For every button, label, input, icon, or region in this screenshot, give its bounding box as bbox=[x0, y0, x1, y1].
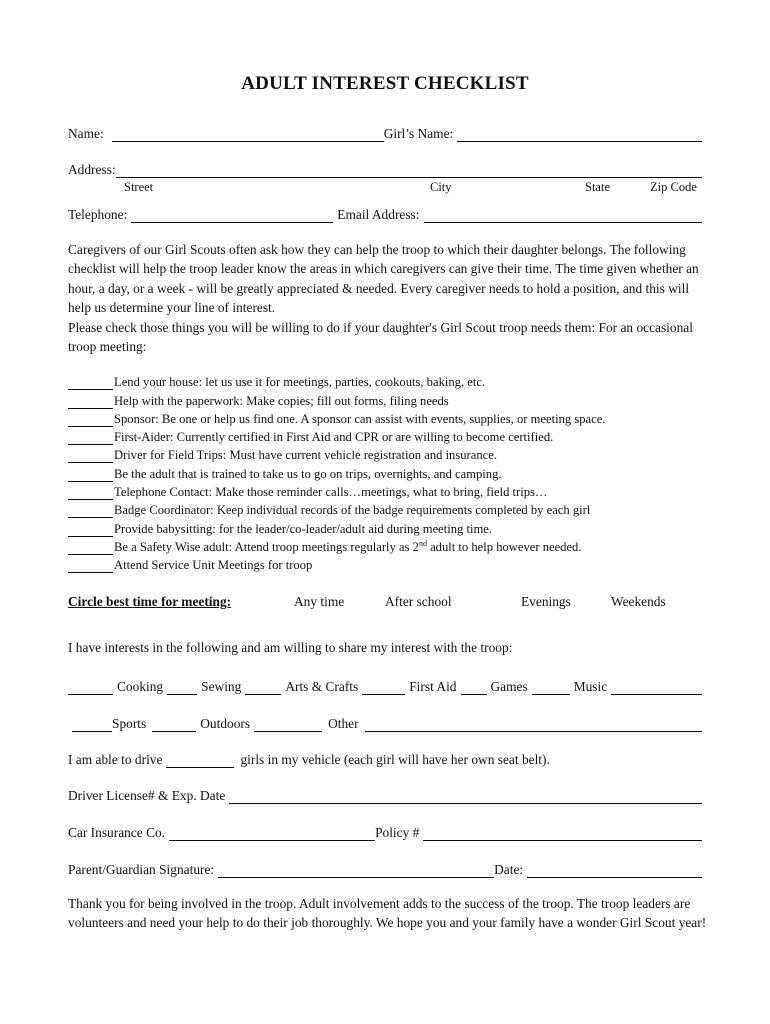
email-label: Email Address: bbox=[337, 207, 420, 222]
first-aid-label: First Aid bbox=[409, 679, 457, 694]
option-after-school[interactable]: After school bbox=[385, 594, 452, 609]
option-weekends[interactable]: Weekends bbox=[611, 594, 666, 609]
interests-row-2 bbox=[68, 714, 702, 732]
list-item bbox=[68, 500, 708, 518]
list-item bbox=[68, 409, 708, 427]
check-label: Sponsor: Be one or help us find one. A sponsor can assist with events, supplies, or meeting space. bbox=[114, 411, 606, 426]
interests-row-1 bbox=[68, 677, 702, 695]
meeting-time-row bbox=[68, 594, 708, 612]
name-field[interactable] bbox=[112, 127, 384, 142]
list-item bbox=[68, 555, 708, 573]
first-aid-blank[interactable] bbox=[362, 680, 405, 695]
check-blank[interactable] bbox=[68, 469, 113, 482]
girls-name-label: Girl’s Name: bbox=[383, 126, 454, 141]
check-blank[interactable] bbox=[68, 432, 113, 445]
check-label: Badge Coordinator: Keep individual records of the badge requirements completed by each girl bbox=[114, 503, 591, 518]
check-blank[interactable] bbox=[68, 487, 113, 500]
safety-ordinal: nd bbox=[418, 538, 427, 548]
drive-text-after: girls in my vehicle (each girl will have her own seat belt). bbox=[240, 752, 550, 767]
address-field[interactable] bbox=[116, 163, 702, 178]
date-field[interactable] bbox=[527, 863, 702, 878]
check-label: Telephone Contact: Make those reminder calls…meetings, what to bring, field trips… bbox=[114, 485, 548, 500]
car-insurance-label: Car Insurance Co. bbox=[68, 825, 166, 840]
signature-field[interactable] bbox=[218, 863, 494, 878]
email-field[interactable] bbox=[424, 208, 703, 223]
list-item bbox=[68, 482, 708, 500]
arts-crafts-label: Arts & Crafts bbox=[285, 679, 359, 694]
name-label: Name: bbox=[68, 126, 104, 141]
list-item bbox=[68, 427, 708, 445]
check-label: Be the adult that is trained to take us to go on trips, overnights, and camping. bbox=[114, 466, 502, 481]
driver-license-field[interactable] bbox=[229, 789, 702, 804]
instruction-text: Please check those things you will be willing to do if your daughter's Girl Scout troop needs them: For an occasional troop meeting: bbox=[68, 319, 693, 355]
check-label: Provide babysitting: for the leader/co-leader/adult aid during meeting time. bbox=[114, 521, 493, 536]
closing-paragraph: Thank you for being involved in the troop. Adult involvement adds to the success of the troop. The troop leaders are volunteers and need your help to do their job thoroughly. We hope you and your family have a wonder Girl Scout year! bbox=[68, 896, 707, 931]
policy-field[interactable] bbox=[423, 826, 702, 841]
check-label: Attend Service Unit Meetings for troop bbox=[114, 558, 313, 573]
cooking-label: Cooking bbox=[117, 679, 164, 694]
driver-license-label: Driver License# & Exp. Date bbox=[68, 788, 226, 803]
music-after-blank[interactable] bbox=[611, 680, 702, 695]
list-item bbox=[68, 537, 708, 555]
cooking-blank[interactable] bbox=[68, 680, 113, 695]
city-label: City bbox=[430, 180, 452, 194]
drive-text-before: I am able to drive bbox=[68, 752, 163, 767]
other-blank[interactable] bbox=[254, 717, 322, 732]
outdoors-blank[interactable] bbox=[152, 717, 196, 732]
page-title: ADULT INTEREST CHECKLIST bbox=[241, 73, 529, 94]
list-item bbox=[68, 518, 708, 536]
sewing-label: Sewing bbox=[201, 679, 242, 694]
games-blank[interactable] bbox=[461, 680, 487, 695]
music-label: Music bbox=[573, 679, 608, 694]
check-label bbox=[114, 539, 582, 555]
interests-intro: I have interests in the following and am willing to share my interest with the troop: bbox=[68, 640, 513, 655]
girls-count-field[interactable] bbox=[166, 753, 234, 768]
check-blank[interactable] bbox=[68, 414, 113, 427]
sewing-blank[interactable] bbox=[167, 680, 197, 695]
policy-label: Policy # bbox=[375, 825, 420, 840]
sports-label: Sports bbox=[112, 716, 147, 731]
sports-blank[interactable] bbox=[72, 717, 112, 732]
check-blank[interactable] bbox=[68, 542, 113, 555]
safety-text-before: Be a Safety Wise adult: Attend troop meetings regularly as 2 bbox=[114, 539, 419, 554]
signature-row bbox=[68, 860, 702, 878]
state-label: State bbox=[585, 180, 610, 194]
intro-text: Caregivers of our Girl Scouts often ask how they can help the troop to which their daughter belongs. The following checklist will help the troop leader know the areas in which caregivers can give their time. The time given whether an hour, a day, or a week - will be greatly appreciated & needed. Every caregiver needs to hold a position, and this will help us determine your line of interest. bbox=[68, 242, 699, 316]
arts-crafts-blank[interactable] bbox=[245, 680, 281, 695]
check-label: Help with the paperwork: Make copies; fill out forms, filing needs bbox=[114, 393, 449, 408]
girls-name-field[interactable] bbox=[457, 127, 702, 142]
safety-text-after: adult to help however needed. bbox=[426, 539, 582, 554]
check-blank[interactable] bbox=[68, 396, 113, 409]
option-evenings[interactable]: Evenings bbox=[521, 594, 571, 609]
telephone-field[interactable] bbox=[131, 208, 333, 223]
intro-paragraph bbox=[68, 240, 708, 356]
name-row bbox=[68, 124, 702, 142]
driver-license-row bbox=[68, 786, 702, 804]
check-blank[interactable] bbox=[68, 377, 113, 390]
list-item bbox=[68, 372, 708, 390]
games-label: Games bbox=[490, 679, 528, 694]
volunteer-checklist bbox=[68, 372, 708, 573]
check-blank[interactable] bbox=[68, 524, 113, 537]
list-item bbox=[68, 445, 708, 463]
check-label: Lend your house: let us use it for meetings, parties, cookouts, baking, etc. bbox=[114, 375, 486, 390]
driving-row bbox=[68, 750, 702, 768]
check-label: Driver for Field Trips: Must have current vehicle registration and insurance. bbox=[114, 448, 497, 463]
zip-code-label: Zip Code bbox=[650, 180, 697, 194]
telephone-row bbox=[68, 205, 702, 223]
car-insurance-field[interactable] bbox=[169, 826, 375, 841]
address-label: Address: bbox=[68, 162, 116, 177]
insurance-row bbox=[68, 823, 702, 841]
list-item bbox=[68, 390, 708, 408]
address-row bbox=[68, 160, 702, 178]
meeting-time-label: Circle best time for meeting: bbox=[68, 594, 232, 609]
check-label: First-Aider: Currently certified in First Aid and CPR or are willing to become certified. bbox=[114, 430, 554, 445]
option-any-time[interactable]: Any time bbox=[294, 594, 345, 609]
check-blank[interactable] bbox=[68, 505, 113, 518]
other-label: Other bbox=[328, 716, 359, 731]
date-label: Date: bbox=[494, 862, 524, 877]
check-blank[interactable] bbox=[68, 450, 113, 463]
music-blank[interactable] bbox=[532, 680, 570, 695]
outdoors-label: Outdoors bbox=[200, 716, 251, 731]
signature-label: Parent/Guardian Signature: bbox=[68, 862, 215, 877]
other-field[interactable] bbox=[365, 717, 702, 732]
telephone-label: Telephone: bbox=[68, 207, 128, 222]
check-blank[interactable] bbox=[68, 560, 113, 573]
list-item bbox=[68, 463, 708, 481]
street-label: Street bbox=[124, 180, 154, 194]
